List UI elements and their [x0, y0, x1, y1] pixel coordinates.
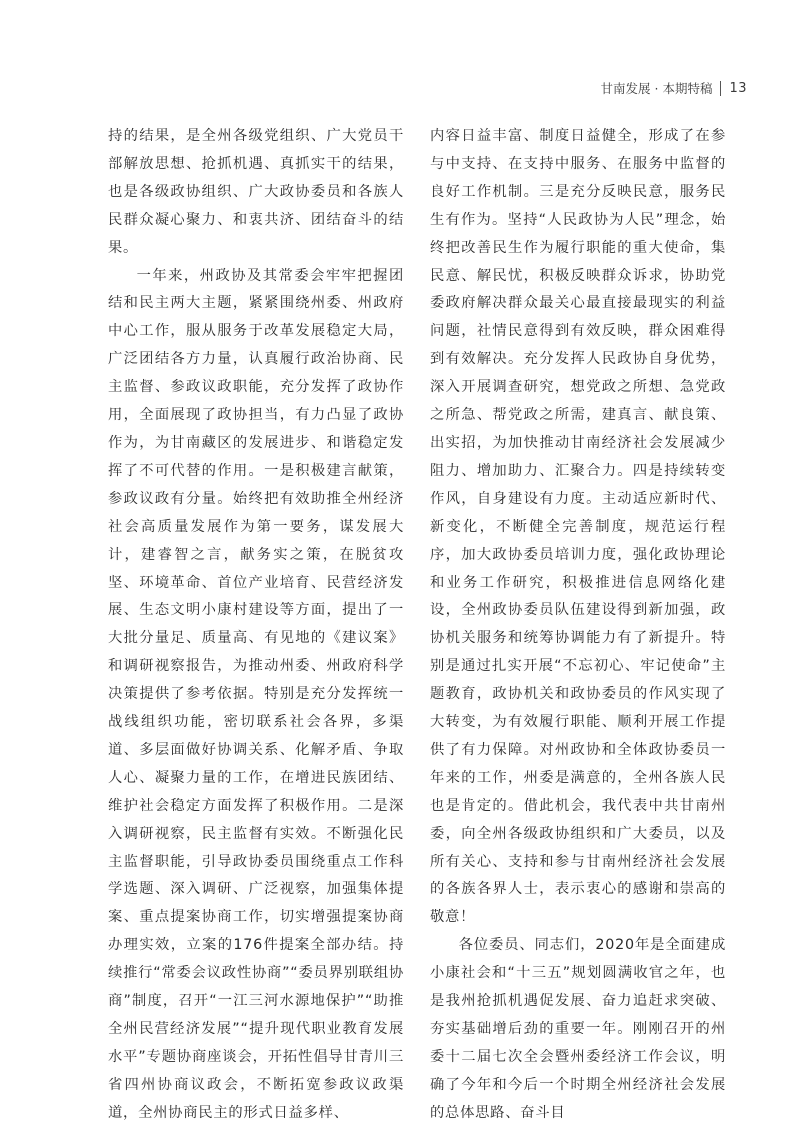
- running-header: [601, 79, 747, 97]
- paragraph: 内容日益丰富、制度日益健全，形成了在参与中支持、在支持中服务、在服务中监督的良好工作机制。三是充分反映民意，服务民生有作为。坚持“人民政协为人民”理念，始终把改善民生作为履行职能的重大使命，集民意、解民忧，积极反映群众诉求，协助党委政府解决群众最关心最直接最现实的利益问题，社情民意得到有效反映，群众困难得到有效解决。充分发挥人民政协自身优势，深入开展调查研究，想党政之所想、急党政之所急、帮党政之所需，建真言、献良策、出实招，为加快推动甘南经济社会发展减少阻力、增加助力、汇聚合力。四是持续转变作风，自身建设有力度。主动适应新时代、新变化，不断健全完善制度，规范运行程序，加大政协委员培训力度，强化政协理论和业务工作研究，积极推进信息网络化建设，全州政协委员队伍建设得到新加强，政协机关服务和统筹协调能力有了新提升。特别是通过扎实开展“不忘初心、牢记使命”主题教育，政协机关和政协委员的作风实现了大转变，为有效履行职能、顺利开展工作提供了有力保障。对州政协和全体政协委员一年来的工作，州委是满意的，全州各族人民也是肯定的。借此机会，我代表中共甘南州委，向全州各级政协组织和广大委员，以及所有关心、支持和参与甘南州经济社会发展的各族各界人士，表示衷心的感谢和崇高的敬意！: [430, 128, 726, 926]
- header-divider: [720, 81, 721, 96]
- paragraph: 一年来，州政协及其常委会牢牢把握团结和民主两大主题，紧紧围绕州委、州政府中心工作，服从服务于改革发展稳定大局，广泛团结各方力量，认真履行政治协商、民主监督、参政议政职能，充分发挥了政协作用，全面展现了政协担当，有力凸显了政协作为，为甘南藏区的发展进步、和谐稳定发挥了不可代替的作用。一是积极建言献策，参政议政有分量。始终把有效助推全州经济社会高质量发展作为第一要务，谋发展大计，建睿智之言，献务实之策，在脱贫攻坚、环境革命、首位产业培育、民营经济发展、生态文明小康村建设等方面，提出了一大批分量足、质量高、有见地的《建议案》和调研视察报告，为推动州委、州政府科学决策提供了参考依据。特别是充分发挥统一战线组织功能，密切联系社会各界，多渠道、多层面做好协调关系、化解矛盾、争取人心、凝聚力量的工作，在增进民族团结、维护社会稳定方面发挥了积极作用。二是深入调研视察，民主监督有实效。不断强化民主监督职能，引导政协委员围绕重点工作科学选题、深入调研、广泛视察，加强集体提案、重点提案协商工作，切实增强提案协商办理实效，立案的176件提案全部办结。持续推行“常委会议政性协商”“委员界别联组协商”制度，召开“一江三河水源地保护”“助推全州民营经济发展”“提升现代职业教育发展水平”专题协商座谈会，开拓性倡导甘青川三省四州协商议政会，不断拓宽参政议政渠道，全州协商民主的形式日益多样、: [108, 267, 404, 1121]
- paragraph: 各位委员、同志们，2020年是全面建成小康社会和“十三五”规划圆满收官之年，也是我州抢抓机遇促发展、奋力追赶求突破、夯实基础增后劲的重要一年。刚刚召开的州委十二届七次全会暨州委经济工作会议，明确了今年和今后一个时期全州经济社会发展的总体思路、奋斗目: [430, 937, 726, 1121]
- page-number: 13: [729, 80, 747, 96]
- section-title: 甘南发展 · 本期特稿: [600, 81, 713, 96]
- paragraph: 持的结果，是全州各级党组织、广大党员干部解放思想、抢抓机遇、真抓实干的结果，也是各级政协组织、广大政协委员和各族人民群众凝心聚力、和衷共济、团结奋斗的结果。: [108, 128, 404, 256]
- right-text-column: [430, 123, 726, 1128]
- left-text-column: [108, 123, 404, 1128]
